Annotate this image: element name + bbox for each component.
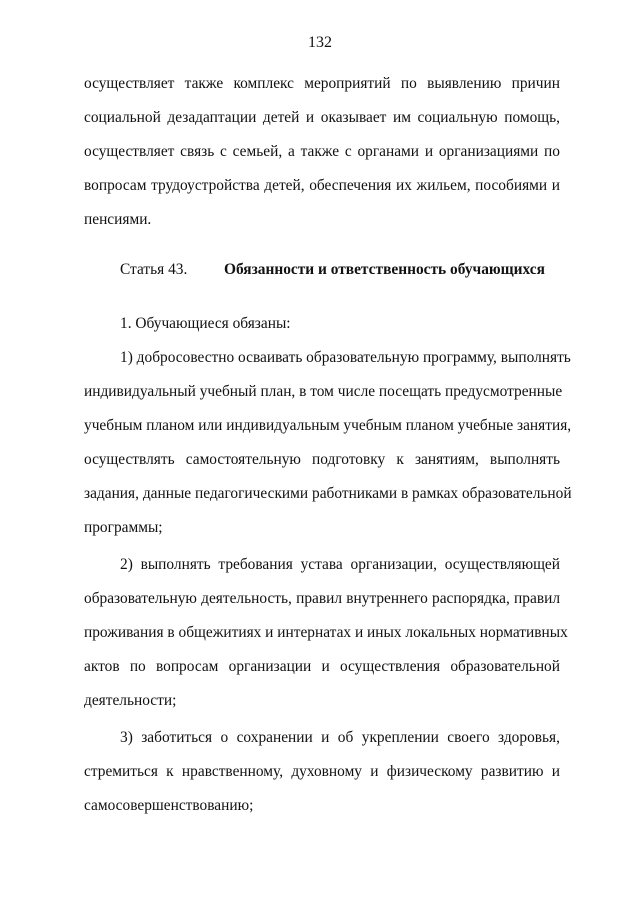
item-1-line-4: осуществлять самостоятельную подготовку к занятиям, выполнять (84, 451, 560, 468)
intro-line-3: осуществляет связь с семьей, а также с органами и организациями по (84, 143, 560, 160)
item-3-line-1: 3) заботиться о сохранении и об укреплении своего здоровья, (120, 729, 560, 746)
item-1-line-2: индивидуальный учебный план, в том числе посещать предусмотренные (84, 383, 563, 400)
item-1-line-3: учебным планом или индивидуальным учебным планом учебные занятия, (84, 417, 572, 434)
page-number: 132 (308, 34, 332, 51)
item-2-line-4: актов по вопросам организации и осуществления образовательной (84, 658, 560, 675)
item-2-line-5: деятельности; (84, 692, 177, 709)
item-3-line-2: стремиться к нравственному, духовному и физическому развитию и (84, 763, 560, 780)
clause-1: 1. Обучающиеся обязаны: (120, 315, 291, 332)
intro-line-4: вопросам трудоустройства детей, обеспечения их жильем, пособиями и (84, 177, 560, 194)
item-1-line-1: 1) добросовестно осваивать образовательную программу, выполнять (120, 349, 571, 366)
intro-line-2: социальной дезадаптации детей и оказывает им социальную помощь, (84, 109, 560, 126)
item-3-line-3: самосовершенствованию; (84, 797, 254, 814)
article-label: Статья 43. (120, 261, 188, 278)
article-title: Обязанности и ответственность обучающихся (224, 261, 545, 278)
intro-line-5: пенсиями. (84, 211, 152, 228)
item-2-line-3: проживания в общежитиях и интернатах и иных локальных нормативных (84, 624, 568, 641)
item-2-line-2: образовательную деятельность, правил внутреннего распорядка, правил (84, 590, 560, 607)
intro-line-1: осуществляет также комплекс мероприятий по выявлению причин (84, 75, 560, 92)
item-2-line-1: 2) выполнять требования устава организации, осуществляющей (120, 556, 560, 573)
item-1-line-5: задания, данные педагогическими работниками в рамках образовательной (84, 485, 572, 502)
item-1-line-6: программы; (84, 519, 163, 536)
